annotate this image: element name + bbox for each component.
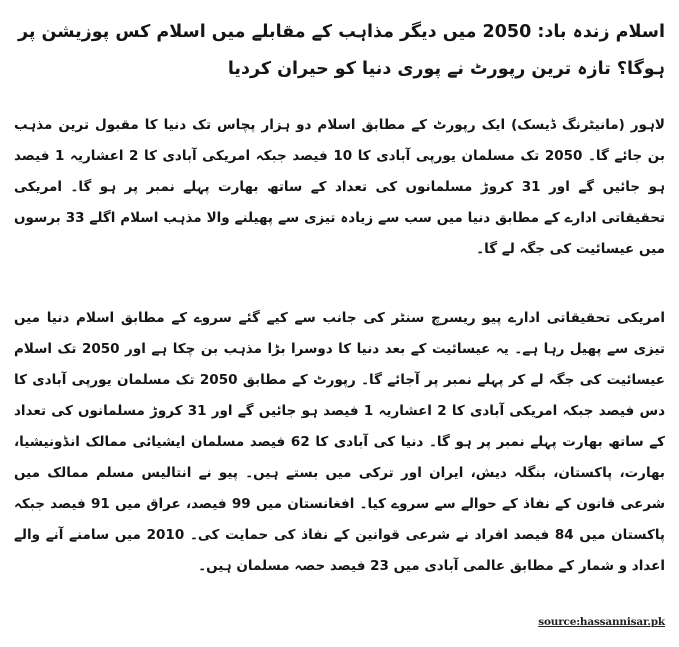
article-title: اسلام زندہ باد: 2050 میں دیگر مذاہب کے مقابلے میں اسلام کس پوزیشن پر ہوگا؟ تازہ ترین رپورٹ نے پوری دنیا کو حیران کردیا [17,22,665,79]
article-paragraph-2: امریکی تحقیقاتی ادارے پیو ریسرچ سنٹر کی جانب سے کیے گئے سروے کے مطابق اسلام دنیا میں تیزی سے پھیل رہا ہے۔ یہ عیسائیت کے بعد دنیا کا دوسرا بڑا مذہب بن چکا ہے اور 2050 تک اسلام عیسائیت کی جگہ لے کر پہلے نمبر پر آجائے گا۔ رپورٹ کے مطابق 2050 تک مسلمان یورپی آبادی کا دس فیصد جبکہ امریکی آبادی کا 2 اعشاریہ 1 فیصد ہو جائیں گے اور 31 کروڑ مسلمانوں کی تعداد کے ساتھ بھارت پہلے نمبر پر ہو گا۔ دنیا کی آبادی کا 62 فیصد مسلمان ایشیائی ممالک انڈونیشیا، بھارت، پاکستان، بنگلہ دیش، ایران اور ترکی میں بستے ہیں۔ پیو نے انتالیس مسلم ممالک میں شرعی قانون کے نفاذ کے حوالے سے سروے کیا۔ افغانستان میں 99 فیصد، عراق میں 91 فیصد جبکہ پاکستان میں 84 فیصد افراد نے شرعی قوانین کے نفاذ کی حمایت کی۔ 2010 میں سامنے آنے والے اعداد و شمار کے مطابق عالمی آبادی میں 23 فیصد حصہ مسلمان ہیں۔ [14,310,666,574]
article-paragraph-1: لاہور (مانیٹرنگ ڈیسک) ایک رپورٹ کے مطابق اسلام دو ہزار پچاس تک دنیا کا مقبول ترین مذہب بن جائے گا۔ 2050 تک مسلمان یورپی آبادی کا 10 فیصد جبکہ امریکی آبادی کا 2 اعشاریہ 1 فیصد ہو جائیں گے اور 31 کروڑ مسلمانوں کی تعداد کے ساتھ بھارت پہلے نمبر پر ہو گا۔ امریکی تحقیقاتی ادارے کے مطابق دنیا میں سب سے زیادہ تیزی سے پھیلنے والا مذہب اسلام اگلے 33 برسوں میں عیسائیت کی جگہ لے گا۔ [14,117,665,257]
source-credit: source:hassannisar.pk [538,616,665,628]
